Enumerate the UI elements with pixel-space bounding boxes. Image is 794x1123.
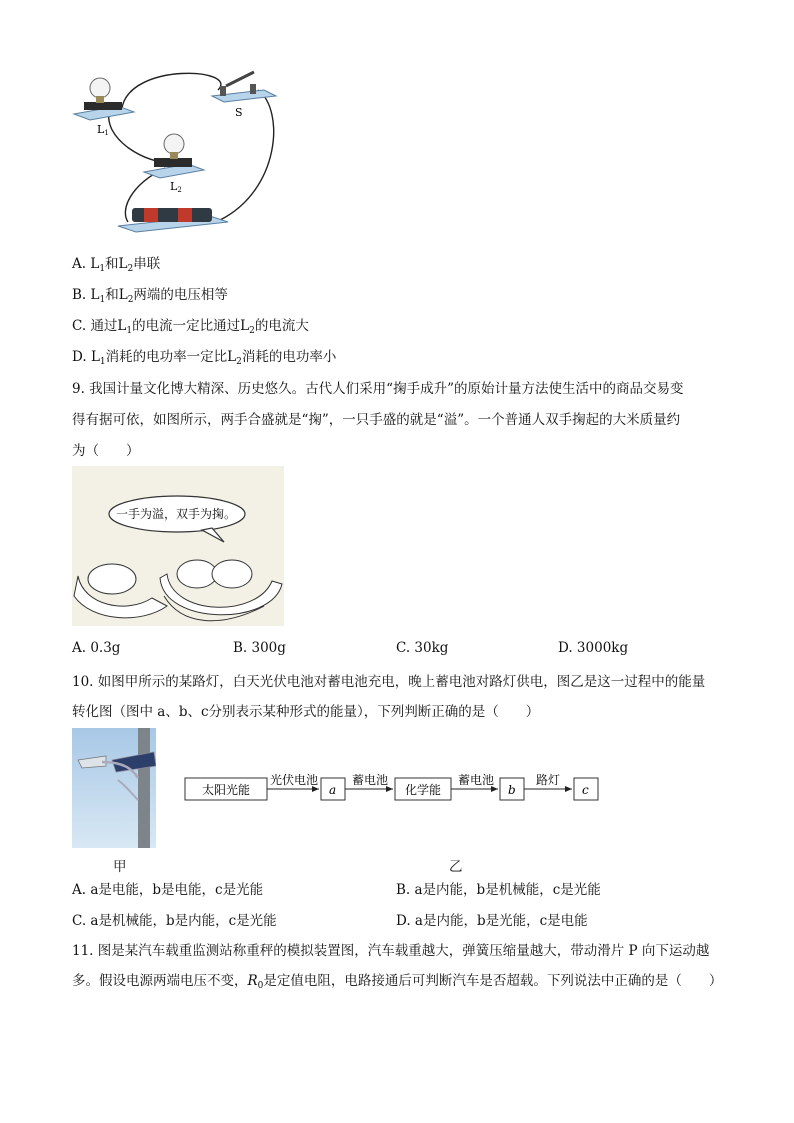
- q11-stem-line2: 多。假设电源两端电压不变，$R_0$是定值电阻，电路接通后可判断汽车是否超载。下列说法中正确的是（ ）: [72, 973, 723, 991]
- arrow2-label: 蓄电池: [352, 773, 389, 787]
- label-switch: S: [235, 106, 243, 119]
- q9-stem-line2: 得有据可依，如图所示，两手合盛就是“掬”，一只手盛的就是“溢”。一个普通人双手掬起的大米质量约: [72, 412, 681, 428]
- q9-option-c[interactable]: C. 30kg: [396, 640, 449, 656]
- energy-conversion-diagram: [180, 770, 610, 810]
- q10-option-d[interactable]: D. a是内能，b是光能，c是电能: [396, 913, 588, 929]
- q10-option-c[interactable]: C. a是机械能，b是内能，c是光能: [72, 913, 277, 929]
- hands-illustration: [72, 466, 284, 626]
- label-yi: 乙: [449, 859, 463, 875]
- box-a: a: [329, 783, 337, 797]
- q10-option-b[interactable]: B. a是内能，b是机械能，c是光能: [396, 882, 601, 898]
- circuit-figure: [70, 70, 290, 240]
- q11-stem-line1: 11. 图是某汽车载重监测站称重秤的模拟装置图，汽车载重越大，弹簧压缩量越大，带动滑片 P 向下运动越: [72, 943, 710, 959]
- arrow4-label: 路灯: [536, 773, 561, 787]
- q9-stem-line3: 为（ ）: [72, 443, 140, 459]
- box-solar: 太阳光能: [202, 783, 251, 797]
- q8-option-b[interactable]: B. $L_1$和$L_2$两端的电压相等: [72, 287, 228, 305]
- box-b: b: [508, 783, 516, 797]
- q10-stem-line1: 10. 如图甲所示的某路灯，白天光伏电池对蓄电池充电，晚上蓄电池对路灯供电，图乙是这一过程中的能量: [72, 674, 706, 690]
- street-lamp-photo: [72, 728, 156, 848]
- q9-stem-line1: 9. 我国计量文化博大精深、历史悠久。古代人们采用“掬手成升”的原始计量方法使生活中的商品交易变: [72, 381, 684, 397]
- arrow3-label: 蓄电池: [458, 773, 495, 787]
- speech-bubble-text: 一手为溢，双手为掬。: [116, 507, 237, 521]
- q8-option-d[interactable]: D. $L_1$消耗的电功率一定比$L_2$消耗的电功率小: [72, 349, 337, 367]
- label-l1: L1: [97, 123, 109, 137]
- q9-option-b[interactable]: B. 300g: [233, 640, 286, 656]
- box-chem: 化学能: [405, 783, 442, 797]
- label-l2: L2: [170, 180, 182, 194]
- q10-option-a[interactable]: A. a是电能，b是电能，c是光能: [72, 882, 264, 898]
- box-c: c: [582, 783, 589, 797]
- q8-option-c[interactable]: C. 通过$L_1$的电流一定比通过$L_2$的电流大: [72, 318, 309, 336]
- arrow1-label: 光伏电池: [270, 773, 319, 787]
- q9-option-d[interactable]: D. 3000kg: [558, 640, 629, 656]
- q10-stem-line2: 转化图（图中 a、b、c分别表示某种形式的能量），下列判断正确的是（ ）: [72, 704, 540, 720]
- q8-option-a[interactable]: A. $L_1$和$L_2$串联: [72, 256, 161, 274]
- label-jia: 甲: [113, 859, 127, 875]
- q9-option-a[interactable]: A. 0.3g: [72, 640, 121, 656]
